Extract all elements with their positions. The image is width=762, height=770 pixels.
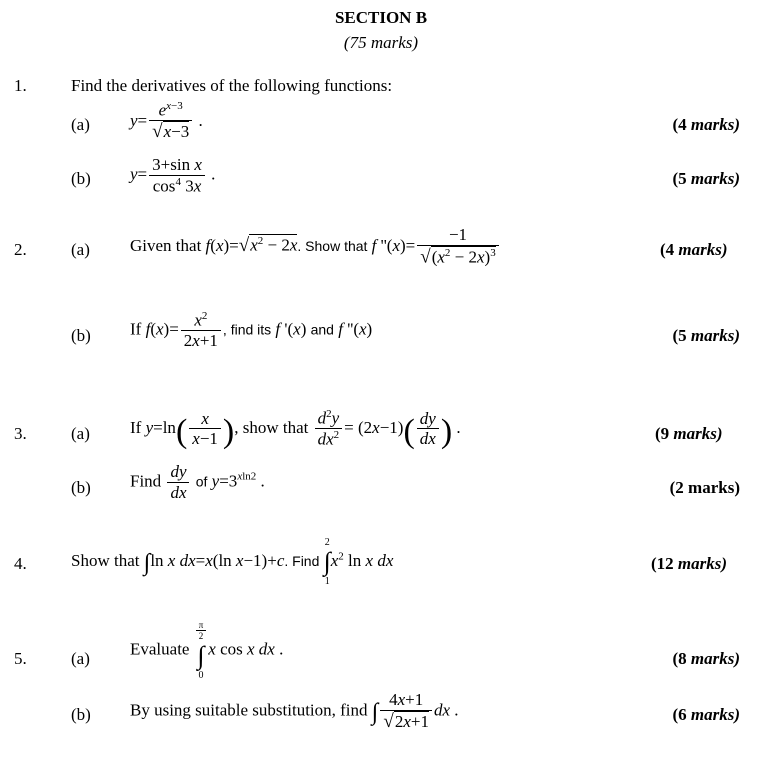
q3b-statement: Find $\frac{dy}{dx}$ of $y=3^{xln2}$ . [130,462,265,502]
q4-statement: Show that ∫ln x dx=x(ln x−1)+c. Find 2 ∫ $1x^2$ ln x dx [71,537,394,587]
q4-marks: (12 marks) [651,554,728,573]
q2a-label: (a) [71,240,90,259]
q3a-statement: If y=ln( $\frac{x}{x-1}$ ), show that $\frac{d^2y}{dx^2}$ = (2x−1)( $\frac{dy}{dx}$ ) . [130,408,461,451]
q3b-marks: (2 marks) [669,478,740,497]
q2a-marks: (4 marks) [660,240,728,259]
q3a-marks: (9 marks) [655,424,723,443]
q5a-label: (a) [71,649,90,668]
q1-stem: Find the derivatives of the following functions: [71,76,393,95]
q2b-statement: If f(x)= $\frac{x^2}{2x+1}$ , find its f '(x) and f ''(x) [130,310,373,351]
q3a-label: (a) [71,424,90,443]
q2b-label: (b) [71,326,91,345]
q1b-marks: (5 marks) [672,169,740,188]
q5b-label: (b) [71,705,91,724]
section-subtitle: (75 marks) [343,33,419,52]
q2-number: 2. [14,240,27,259]
q4-number: 4. [14,554,27,573]
q5b-marks: (6 marks) [672,705,740,724]
q1a-label: (a) [71,115,90,134]
section-title: SECTION B [334,8,428,27]
q1-number: 1. [14,76,27,95]
q5-number: 5. [14,649,27,668]
q1b-label: (b) [71,169,91,188]
q1b-formula: y= $\frac{\text{3+sin x}}{\cos^4 3x}$ . [130,155,216,196]
q3-number: 3. [14,424,27,443]
q2a-statement: Given that $f(x)=√x^2 - 2x$. Show that f ''(x)= $\frac{-1}{√(x^2 - 2x)^3}$ [130,225,501,269]
q5b-statement: By using suitable substitution, find ∫ $\frac{4x+1}{√2x+1}$ dx . [130,690,459,732]
q5a-statement: Evaluate $\frac{\pi}{2}$ ∫ 0x cos x dx . [130,620,284,681]
q3b-label: (b) [71,478,91,497]
q1a-marks: (4 marks) [672,115,740,134]
q1a-formula: y= $\frac{e^{x-3}}{√x-3}$ . [130,100,203,143]
q2b-marks: (5 marks) [672,326,740,345]
q5a-marks: (8 marks) [672,649,740,668]
